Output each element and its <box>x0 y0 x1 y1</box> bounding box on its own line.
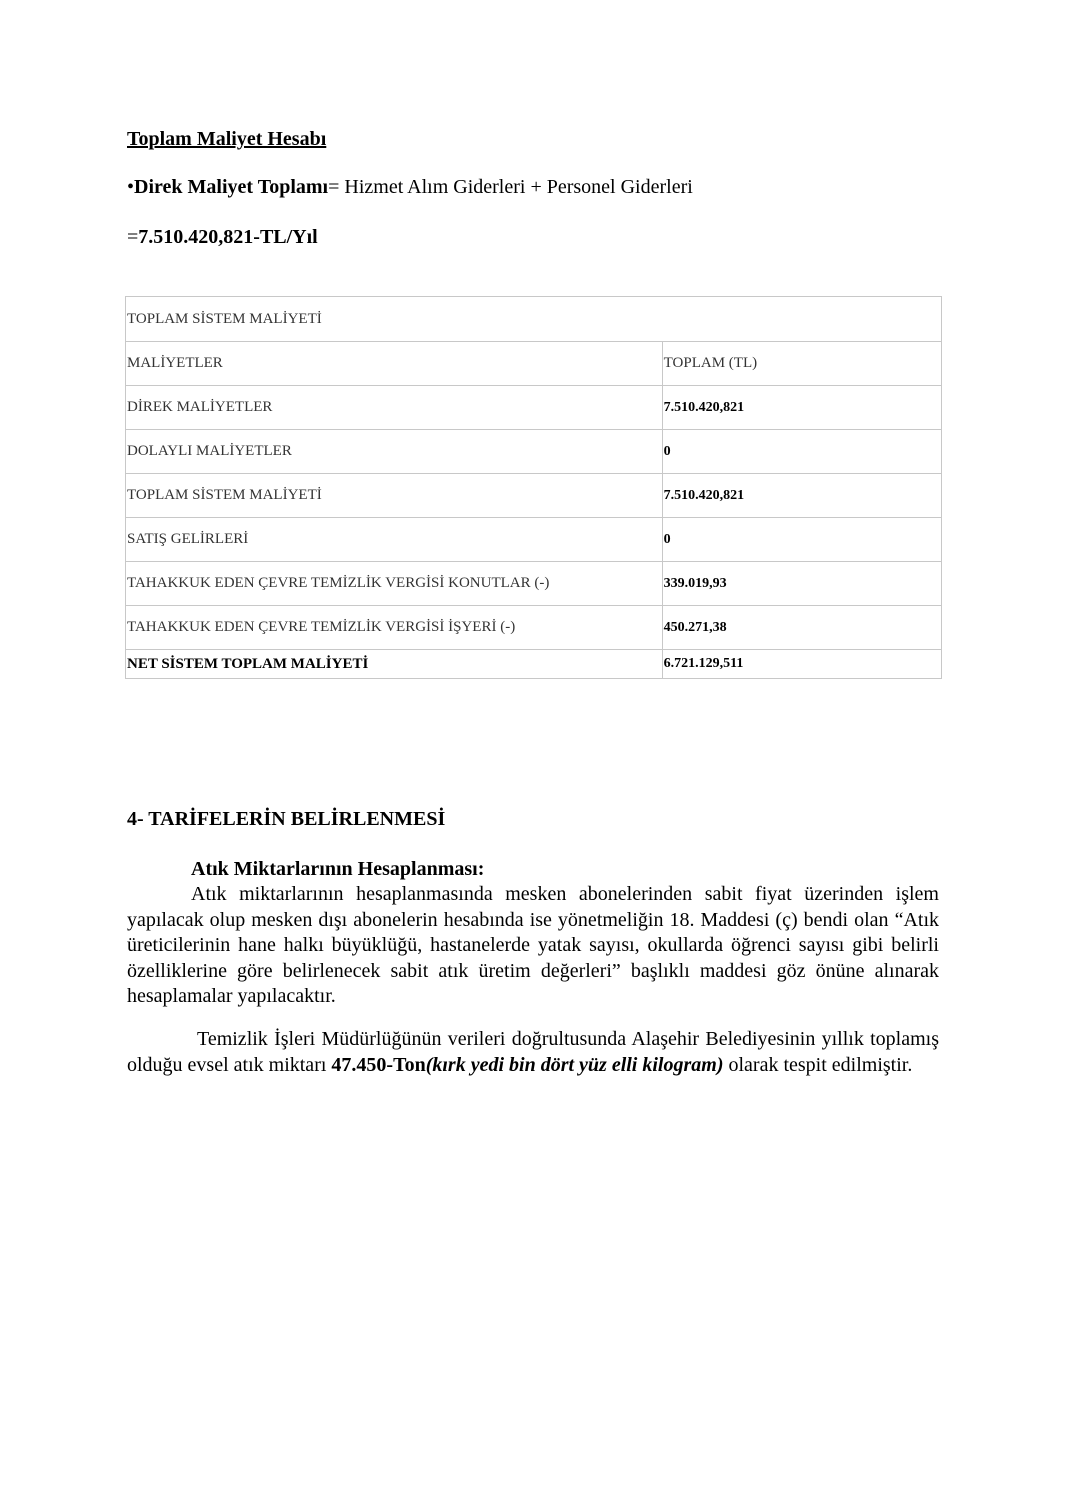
row-value: 7.510.420,821 <box>662 474 941 518</box>
result-suffix: -TL/Yıl <box>253 226 318 248</box>
bullet: • <box>127 176 135 198</box>
waste-amount-words: (kırk yedi bin dört yüz elli kilogram) <box>425 1053 724 1076</box>
total-label: NET SİSTEM TOPLAM MALİYETİ <box>126 650 663 679</box>
waste-calculation-subheading: Atık Miktarlarının Hesaplanması: <box>191 858 485 880</box>
row-label: DOLAYLI MALİYETLER <box>126 430 663 474</box>
cost-calculation-title: Toplam Maliyet Hesabı <box>127 128 327 150</box>
row-label: TOPLAM SİSTEM MALİYETİ <box>126 474 663 518</box>
row-label: DİREK MALİYETLER <box>126 386 663 430</box>
row-value: 339.019,93 <box>662 562 941 606</box>
formula-label: Direk Maliyet Toplamı <box>134 176 329 198</box>
table-title-row <box>126 297 942 342</box>
table-total-row <box>126 650 942 679</box>
table-row <box>126 430 942 474</box>
table-row <box>126 474 942 518</box>
row-value: 450.271,38 <box>662 606 941 650</box>
header-costs: MALİYETLER <box>126 342 663 386</box>
table-row <box>126 386 942 430</box>
waste-amount: 47.450-Ton <box>331 1053 426 1076</box>
row-label: TAHAKKUK EDEN ÇEVRE TEMİZLİK VERGİSİ KONUTLAR (-) <box>126 562 663 606</box>
result-prefix: = <box>127 226 139 248</box>
table-row <box>126 562 942 606</box>
direct-cost-result <box>127 226 318 249</box>
tariff-section-heading: 4- TARİFELERİN BELİRLENMESİ <box>127 808 446 830</box>
total-value: 6.721.129,511 <box>662 650 941 679</box>
header-total: TOPLAM (TL) <box>662 342 941 386</box>
table-header-row <box>126 342 942 386</box>
row-value: 7.510.420,821 <box>662 386 941 430</box>
table-title: TOPLAM SİSTEM MALİYETİ <box>126 297 942 342</box>
waste-amount-paragraph <box>127 1027 939 1078</box>
row-value: 0 <box>662 518 941 562</box>
result-value: 7.510.420,821 <box>138 226 254 248</box>
paragraph2-end: olarak tespit edilmiştir. <box>723 1053 913 1076</box>
total-system-cost-table <box>125 296 942 679</box>
row-value: 0 <box>662 430 941 474</box>
table-row <box>126 518 942 562</box>
formula-rest: = Hizmet Alım Giderleri + Personel Giderleri <box>328 176 693 198</box>
row-label: SATIŞ GELİRLERİ <box>126 518 663 562</box>
waste-calculation-paragraph: Atık miktarlarının hesaplanmasında mesken abonelerinden sabit fiyat üzerinden işlem yapılacak olup mesken dışı abonelerin hesabında ise yönetmeliğin 18. Maddesi (ç) bendi olan “Atık üreticilerinin hane halkı büyüklüğü, hastanelerde yatak sayısı, okullarda öğrenci sayısı gibi belirli özelliklerine göre belirlenecek sabit atık üretim değerleri” başlıklı maddesi göz önüne alınarak hesaplamalar yapılacaktır. <box>127 883 939 1008</box>
paragraph2-start: Temizlik İşleri Müdürlüğünün verileri doğrultusunda Alaşehir Belediyesinin yıllık toplamış olduğu evsel atık miktarı <box>127 1028 939 1076</box>
table-row <box>126 606 942 650</box>
row-label: TAHAKKUK EDEN ÇEVRE TEMİZLİK VERGİSİ İŞYERİ (-) <box>126 606 663 650</box>
direct-cost-formula <box>127 176 693 199</box>
